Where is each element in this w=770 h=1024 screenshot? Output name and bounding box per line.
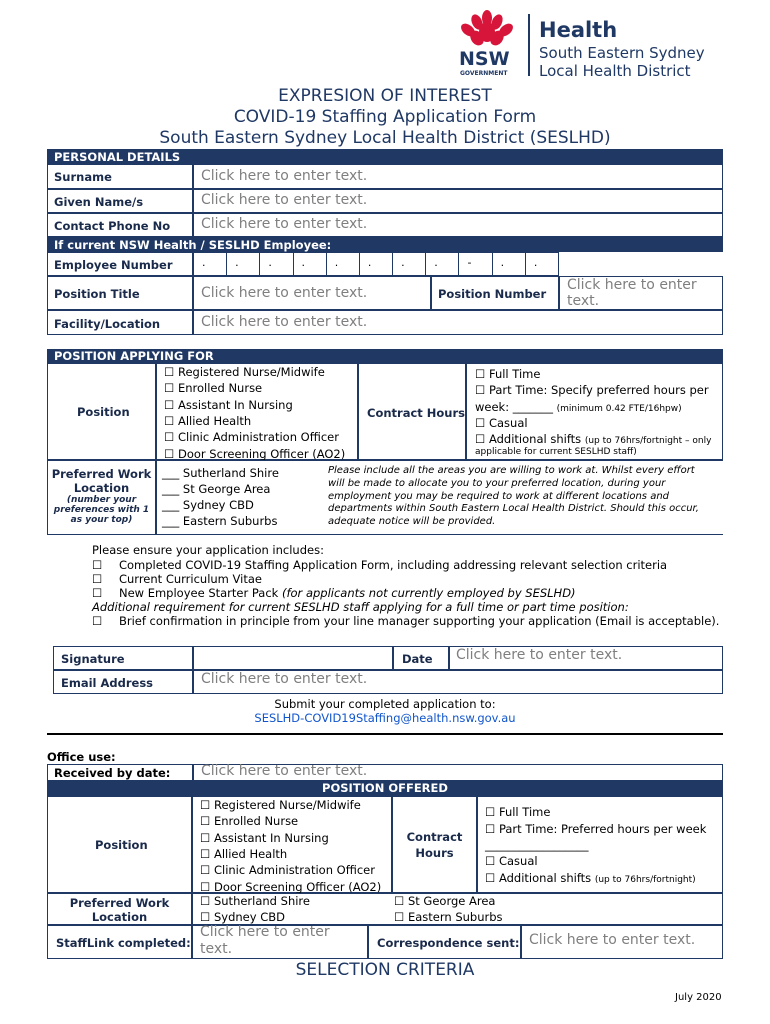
preferred-location-label-cell xyxy=(47,460,156,535)
checklist-item-3-box[interactable]: ☐ xyxy=(92,586,103,600)
employee-band: If current NSW Health / SESLHD Employee: xyxy=(47,237,723,252)
employee-number-digit-box[interactable]: . xyxy=(492,252,526,276)
given-names-label-cell xyxy=(47,189,193,213)
signature-field[interactable] xyxy=(193,646,393,670)
logo-government: GOVERNMENT xyxy=(460,70,508,77)
preferred-location-note-line: will be made to allocate you to your preferred location, during your xyxy=(328,477,666,489)
preferred-location-option[interactable]: ___ Sutherland Shire xyxy=(162,466,279,480)
offered-position-option[interactable]: ☐ Registered Nurse/Midwife xyxy=(200,798,361,812)
contact-phone-label: Contact Phone No xyxy=(54,219,171,233)
applying-part-time[interactable]: ☐ Part Time: Specify preferred hours per xyxy=(475,383,709,397)
offered-position-options xyxy=(192,796,392,893)
preferred-location-options xyxy=(156,460,723,535)
offered-additional-text[interactable]: ☐ Additional shifts xyxy=(485,871,592,885)
facility-label: Facility/Location xyxy=(54,317,161,331)
offered-contract-options xyxy=(477,796,723,893)
stafflink-field[interactable] xyxy=(192,925,368,959)
waratah-icon xyxy=(457,10,517,52)
received-label: Received by date: xyxy=(54,766,171,780)
position-number-label: Position Number xyxy=(438,287,547,301)
offered-blank[interactable]: __________________ xyxy=(485,838,589,852)
offered-contract-label-cell xyxy=(392,796,477,893)
facility-label-cell xyxy=(47,310,193,335)
offered-location-options xyxy=(192,893,723,925)
offered-loc-sutherland[interactable]: ☐ Sutherland Shire xyxy=(200,894,310,908)
checklist-intro: Please ensure your application includes: xyxy=(92,543,324,557)
checklist-item-2-box[interactable]: ☐ xyxy=(92,572,103,586)
checklist-item-1-box[interactable]: ☐ xyxy=(92,558,103,572)
date-label-cell xyxy=(393,646,449,670)
preferred-location-note2: preferences with 1 xyxy=(53,505,150,515)
employee-number-digit-box[interactable]: . xyxy=(392,252,426,276)
surname-label: Surname xyxy=(54,170,112,184)
position-title-field[interactable] xyxy=(193,276,431,310)
preferred-location-note3: as your top) xyxy=(70,515,133,525)
footer-date: July 2020 xyxy=(675,992,722,1003)
checklist-item-4-box[interactable]: ☐ xyxy=(92,614,103,628)
employee-number-digit-box[interactable]: . xyxy=(259,252,293,276)
employee-number-digit-box[interactable]: . xyxy=(293,252,327,276)
contract-hours-label: Contract Hours xyxy=(367,406,466,420)
position-offered-header: POSITION OFFERED xyxy=(47,781,723,796)
applying-position-option[interactable]: ☐ Assistant In Nursing xyxy=(164,397,293,412)
applying-additional-note: (up to 76hrs/fortnight – only xyxy=(584,436,712,446)
title-line3: South Eastern Sydney Local Health District (SESLHD) xyxy=(159,128,611,148)
correspondence-label-cell xyxy=(368,925,521,959)
offered-position-option[interactable]: ☐ Enrolled Nurse xyxy=(200,814,299,829)
logo-nsw: NSW xyxy=(459,48,510,70)
logo-district-line1: South Eastern Sydney xyxy=(539,44,705,62)
logo-divider xyxy=(528,14,530,76)
offered-position-option[interactable]: ☐ Clinic Administration Officer xyxy=(200,863,375,878)
preferred-location-option[interactable]: ___ Eastern Suburbs xyxy=(162,514,278,528)
offered-position-label-cell xyxy=(47,796,192,893)
correspondence-field[interactable] xyxy=(521,925,723,959)
given-names-placeholder: Click here to enter text. xyxy=(201,192,368,208)
preferred-location-option[interactable]: ___ St George Area xyxy=(162,482,271,496)
personal-details-header: PERSONAL DETAILS xyxy=(47,149,723,164)
given-names-label: Given Name/s xyxy=(54,195,144,209)
checklist-item-3-text-a: New Employee Starter Pack xyxy=(118,586,282,600)
employee-number-digit-box[interactable]: . xyxy=(425,252,459,276)
applying-position-options xyxy=(156,363,358,460)
applying-week-text[interactable]: week: _______ xyxy=(475,400,553,414)
applying-position-label: Position xyxy=(77,405,130,419)
offered-loc-eastern[interactable]: ☐ Eastern Suburbs xyxy=(394,910,503,924)
applying-additional-text[interactable]: ☐ Additional shifts xyxy=(475,432,582,446)
employee-number-digit-box[interactable]: - xyxy=(458,252,492,276)
employee-number-digit-box[interactable]: . xyxy=(226,252,260,276)
employee-number-label-cell xyxy=(47,252,193,276)
applying-position-option[interactable]: ☐ Enrolled Nurse xyxy=(164,381,263,396)
position-number-label-cell xyxy=(431,276,559,310)
offered-position-option[interactable]: ☐ Allied Health xyxy=(200,846,288,861)
submit-line: Submit your completed application to: xyxy=(274,697,496,711)
received-field[interactable] xyxy=(193,764,723,781)
checklist-item-4 xyxy=(92,613,719,629)
email-label-cell xyxy=(53,670,193,694)
applying-position-option[interactable]: ☐ Registered Nurse/Midwife xyxy=(164,365,325,379)
stafflink-label: StaffLink completed: xyxy=(56,936,191,950)
facility-field[interactable] xyxy=(193,310,723,335)
submit-email-link[interactable]: SESLHD-COVID19Staffing@health.nsw.gov.au xyxy=(254,711,516,725)
office-use-label: Office use: xyxy=(47,750,116,764)
offered-position-option[interactable]: ☐ Door Screening Officer (AO2) xyxy=(200,879,382,894)
date-field[interactable] xyxy=(449,646,723,670)
email-placeholder: Click here to enter text. xyxy=(201,671,368,687)
position-number-field[interactable] xyxy=(559,276,723,310)
employee-number-label: Employee Number xyxy=(54,258,173,272)
offered-casual[interactable]: ☐ Casual xyxy=(485,854,538,868)
position-number-placeholder-line2: text. xyxy=(567,293,600,309)
email-field[interactable] xyxy=(193,670,723,694)
divider-line xyxy=(47,733,723,735)
nsw-health-logo xyxy=(455,10,730,78)
contact-phone-placeholder: Click here to enter text. xyxy=(201,216,368,232)
signature-label: Signature xyxy=(61,652,125,666)
applying-casual[interactable]: ☐ Casual xyxy=(475,416,528,430)
employee-number-field[interactable] xyxy=(193,252,558,276)
stafflink-placeholder-line2: text. xyxy=(200,941,233,957)
offered-location-label-cell xyxy=(47,893,192,925)
offered-contract-label2: Hours xyxy=(415,846,454,860)
preferred-location-note-line: Please include all the areas you are willing to work at. Whilst every effort xyxy=(328,465,695,476)
offered-position-option[interactable]: ☐ Assistant In Nursing xyxy=(200,830,329,845)
applying-week-note: (minimum 0.42 FTE/16hpw) xyxy=(556,404,682,414)
preferred-location-note1: (number your xyxy=(66,495,137,505)
position-number-placeholder-line1: Click here to enter xyxy=(567,277,697,293)
preferred-location-option[interactable]: ___ Sydney CBD xyxy=(162,498,254,512)
checklist-item-2-text: Current Curriculum Vitae xyxy=(118,572,262,586)
position-applying-header: POSITION APPLYING FOR xyxy=(47,349,723,363)
applying-additional-note2: applicable for current SESLHD staff) xyxy=(475,447,637,457)
position-title-label: Position Title xyxy=(54,287,140,301)
correspondence-label: Correspondence sent: xyxy=(377,936,520,950)
applying-position-option[interactable]: ☐ Door Screening Officer (AO2) xyxy=(164,446,346,461)
logo-district-line2: Local Health District xyxy=(539,62,691,78)
offered-location-label1: Preferred Work xyxy=(69,896,170,910)
offered-position-label: Position xyxy=(95,838,148,852)
title-line2: COVID-19 Staffing Application Form xyxy=(233,107,537,127)
checklist-item-1-text: Completed COVID-19 Staffing Application Form, including addressing relevant selection criteria xyxy=(118,558,668,572)
offered-location-label2: Location xyxy=(91,910,148,924)
signature-label-cell xyxy=(53,646,193,670)
email-label: Email Address xyxy=(61,676,154,690)
applying-position-option[interactable]: ☐ Clinic Administration Officer xyxy=(164,430,339,445)
preferred-location-label1: Preferred Work xyxy=(51,467,152,481)
surname-label-cell xyxy=(47,164,193,189)
checklist-item-4-text: Brief confirmation in principle from your line manager supporting your application (Email is acceptable). xyxy=(118,614,720,628)
offered-loc-sydneycbd[interactable]: ☐ Sydney CBD xyxy=(200,910,285,924)
surname-placeholder: Click here to enter text. xyxy=(201,168,368,184)
surname-field[interactable] xyxy=(193,164,723,189)
contact-phone-label-cell xyxy=(47,213,193,237)
contact-phone-field[interactable] xyxy=(193,213,723,237)
preferred-location-note-line: employment you may be required to work at different locations and xyxy=(328,490,670,502)
date-label: Date xyxy=(402,652,433,666)
selection-criteria-heading: SELECTION CRITERIA xyxy=(295,960,475,980)
title-line1: EXPRESION OF INTEREST xyxy=(278,86,492,106)
applying-position-label-cell xyxy=(47,363,156,460)
offered-part-time[interactable]: ☐ Part Time: Preferred hours per week xyxy=(485,822,707,836)
received-label-cell xyxy=(47,764,193,781)
additional-requirement: Additional requirement for current SESLHD staff applying for a full time or part time position: xyxy=(92,600,629,614)
employee-number-digit-box[interactable]: . xyxy=(525,252,559,276)
position-title-label-cell xyxy=(47,276,193,310)
correspondence-placeholder: Click here to enter text. xyxy=(529,932,696,948)
offered-contract-label1: Contract xyxy=(406,830,463,844)
offered-full-time[interactable]: ☐ Full Time xyxy=(485,805,551,819)
preferred-location-note-line: departments within South Eastern Local Health District. Should this occur, xyxy=(328,503,699,515)
preferred-location-note-line: adequate notice will be provided. xyxy=(328,516,496,528)
stafflink-placeholder-line1: Click here to enter xyxy=(200,924,330,940)
submit-email-wrap xyxy=(0,711,770,725)
offered-additional xyxy=(485,870,696,888)
applying-full-time[interactable]: ☐ Full Time xyxy=(475,367,541,381)
date-placeholder: Click here to enter text. xyxy=(456,647,623,663)
employee-number-digit-box[interactable]: . xyxy=(359,252,393,276)
contract-hours-label-cell xyxy=(358,363,466,460)
contract-hours-options xyxy=(466,363,723,460)
stafflink-label-cell xyxy=(47,925,192,959)
offered-additional-note: (up to 76hrs/fortnight) xyxy=(594,875,696,885)
given-names-field[interactable] xyxy=(193,189,723,213)
position-title-placeholder: Click here to enter text. xyxy=(201,285,368,301)
applying-position-option[interactable]: ☐ Allied Health xyxy=(164,413,252,428)
received-placeholder: Click here to enter text. xyxy=(201,763,368,779)
logo-health: Health xyxy=(539,18,618,42)
facility-placeholder: Click here to enter text. xyxy=(201,314,368,330)
preferred-location-label2: Location xyxy=(73,481,130,495)
employee-number-digit-box[interactable]: . xyxy=(193,252,227,276)
checklist-item-3-text-b: (for applicants not currently employed by SESLHD) xyxy=(281,586,576,600)
offered-loc-stgeorge[interactable]: ☐ St George Area xyxy=(394,894,496,908)
employee-number-digit-box[interactable]: . xyxy=(326,252,360,276)
